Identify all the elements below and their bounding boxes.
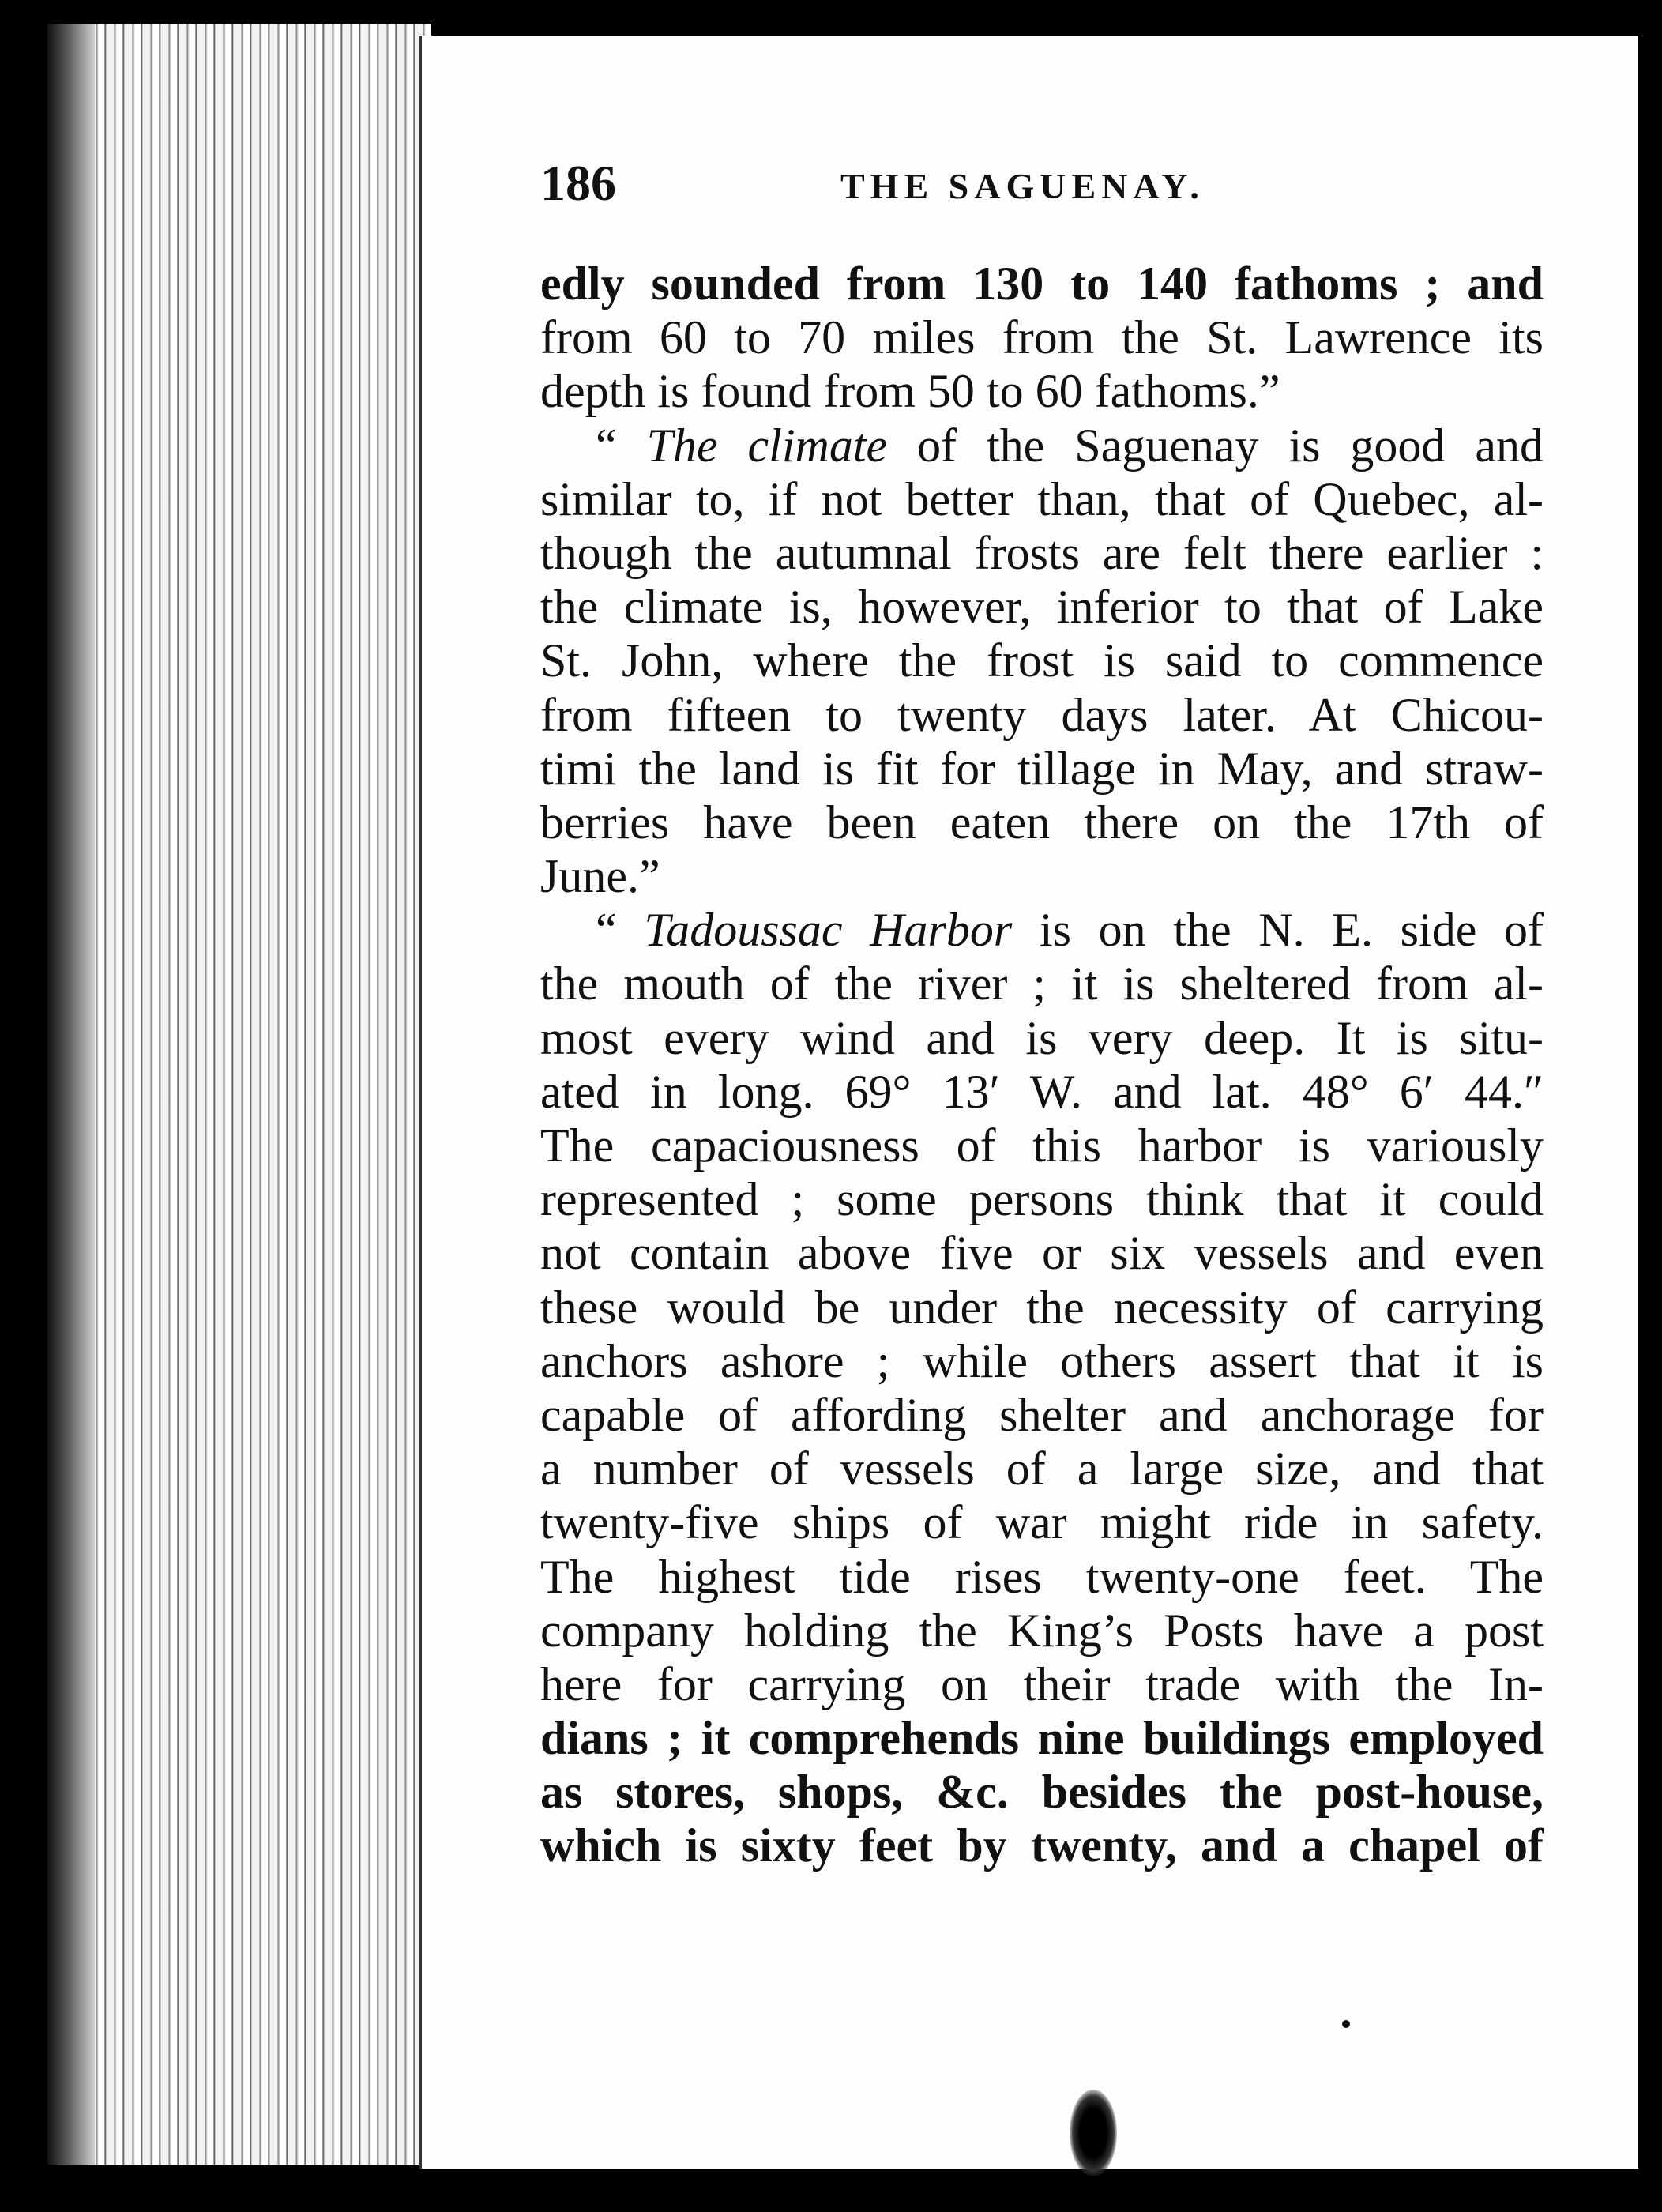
text-line: depth is found from 50 to 60 fathoms.”: [540, 365, 1280, 418]
page-number: 186: [540, 155, 616, 211]
text-line: as stores, shops, &c. besides the post-house,: [540, 1766, 1544, 1819]
text-line: St. John, where the frost is said to commence: [540, 634, 1544, 687]
text-line: timi the land is fit for tillage in May, and straw-: [540, 742, 1544, 795]
page-edges: [47, 24, 431, 2165]
text-line: these would be under the necessity of carrying: [540, 1281, 1544, 1334]
text-line: berries have been eaten there on the 17th of: [540, 796, 1544, 848]
italic-phrase: Tadoussac Harbor: [644, 904, 1013, 957]
text-line: June.”: [540, 850, 660, 903]
ink-dot: [1342, 2020, 1350, 2028]
text-line: a number of vessels of a large size, and that: [540, 1443, 1544, 1495]
text-line: The highest tide rises twenty-one feet. The: [540, 1550, 1544, 1603]
ink-smudge: [1070, 2090, 1117, 2176]
text-line-harbor: “ Tadoussac Harbor is on the N. E. side of: [596, 904, 1544, 957]
book-page: [419, 36, 1639, 2169]
text-line: similar to, if not better than, that of Quebec, al-: [540, 472, 1544, 525]
italic-phrase: The climate: [646, 419, 888, 472]
text-line: capable of affording shelter and anchorage for: [540, 1388, 1544, 1441]
text-line: twenty-five ships of war might ride in safety.: [540, 1496, 1544, 1549]
text-line-climate: “ The climate of the Saguenay is good and: [596, 419, 1544, 472]
body-text: [540, 257, 1544, 1873]
text-line: here for carrying on their trade with the In-: [540, 1657, 1544, 1710]
text-line: not contain above five or six vessels and even: [540, 1227, 1544, 1280]
text-line: The capaciousness of this harbor is variously: [540, 1119, 1544, 1172]
text-line: represented ; some persons think that it could: [540, 1173, 1544, 1226]
text-line: from 60 to 70 miles from the St. Lawrence its: [540, 311, 1544, 364]
running-head: [540, 154, 1638, 217]
text-line: from fifteen to twenty days later. At Chicou-: [540, 688, 1544, 741]
spine-shadow: [47, 24, 95, 2165]
text-line: dians ; it comprehends nine buildings employed: [540, 1712, 1544, 1765]
text-line: anchors ashore ; while others assert that it is: [540, 1334, 1544, 1387]
text-line: the climate is, however, inferior to that of Lake: [540, 581, 1544, 634]
text-line: most every wind and is very deep. It is situ-: [540, 1011, 1544, 1064]
scan-border: [1638, 0, 1662, 2212]
running-title: THE SAGUENAY.: [840, 166, 1205, 206]
text-line: company holding the King’s Posts have a post: [540, 1604, 1544, 1657]
text-line: which is sixty feet by twenty, and a chapel of: [540, 1819, 1544, 1872]
text-line: edly sounded from 130 to 140 fathoms ; and: [540, 258, 1544, 310]
text-line: though the autumnal frosts are felt there earlier :: [540, 526, 1544, 579]
text-line: ated in long. 69° 13′ W. and lat. 48° 6′ 44.″: [540, 1065, 1544, 1118]
text-line: the mouth of the river ; it is sheltered from al-: [540, 957, 1544, 1010]
